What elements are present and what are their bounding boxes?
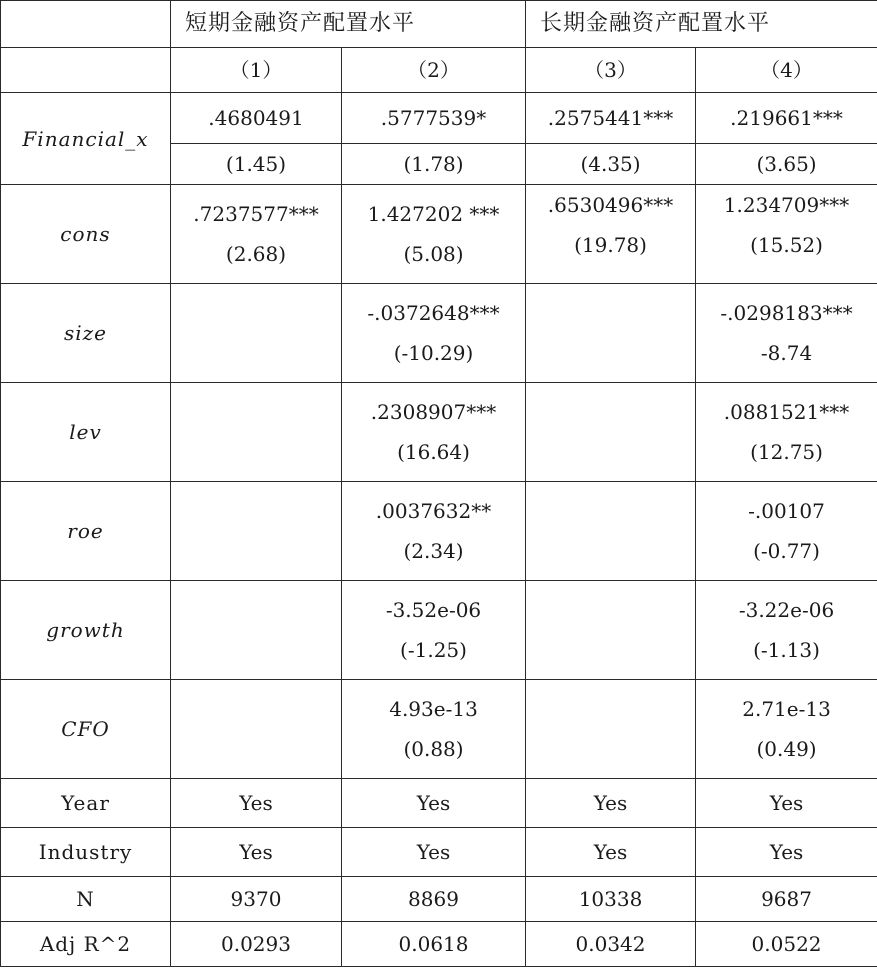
row-label-n: N	[1, 877, 171, 922]
coef-value: 1.427202 ***	[367, 202, 500, 226]
empty-cell	[526, 680, 696, 779]
coef-value: .7237577***	[193, 202, 319, 226]
growth-cell-4	[696, 581, 877, 680]
row-adj-r2	[1, 922, 877, 967]
n-cell: 9687	[696, 877, 877, 922]
coef-value: .6530496***	[547, 193, 674, 217]
growth-cell-2	[342, 581, 526, 680]
cons-cell-3	[526, 185, 696, 284]
coef-cell: .219661***	[696, 93, 877, 144]
row-industry	[1, 828, 877, 877]
cons-cell-4	[696, 185, 877, 284]
header-group-row	[1, 1, 877, 48]
row-roe	[1, 482, 877, 581]
cons-cell-2	[342, 185, 526, 284]
row-label-lev: lev	[1, 383, 171, 482]
cons-cell-1	[171, 185, 342, 284]
row-label-cfo: CFO	[1, 680, 171, 779]
empty-cell	[526, 284, 696, 383]
empty-cell	[526, 383, 696, 482]
coef-cell: .5777539*	[342, 93, 526, 144]
t-value: (-1.25)	[400, 638, 467, 662]
empty-cell	[171, 581, 342, 680]
coef-cell: .4680491	[171, 93, 342, 144]
t-value: (5.08)	[403, 242, 464, 266]
t-value: (-1.13)	[753, 638, 820, 662]
yes-cell: Yes	[526, 779, 696, 828]
col-number: （2）	[342, 48, 526, 93]
yes-cell: Yes	[342, 828, 526, 877]
row-label-cons: cons	[1, 185, 171, 284]
row-label-financial: Financial_x	[1, 93, 171, 185]
col-number: （4）	[696, 48, 877, 93]
t-value: (12.75)	[750, 440, 823, 464]
roe-cell-4	[696, 482, 877, 581]
empty-cell	[526, 581, 696, 680]
coef-value: 2.71e-13	[742, 697, 831, 721]
row-label-year: Year	[1, 779, 171, 828]
empty-cell	[526, 482, 696, 581]
row-lev	[1, 383, 877, 482]
t-value: (16.64)	[397, 440, 470, 464]
t-value: (2.34)	[403, 539, 464, 563]
row-size	[1, 284, 877, 383]
coef-value: -.0372648***	[367, 301, 500, 325]
coef-value: -.0298183***	[720, 301, 853, 325]
coef-value: 4.93e-13	[389, 697, 478, 721]
row-label-adj-r2: Adj R^2	[1, 922, 171, 967]
yes-cell: Yes	[696, 779, 877, 828]
corner-cell	[1, 1, 171, 48]
row-n	[1, 877, 877, 922]
row-label-industry: Industry	[1, 828, 171, 877]
row-financial-coef	[1, 93, 877, 144]
size-cell-4	[696, 284, 877, 383]
header-long-term: 长期金融资产配置水平	[526, 1, 877, 48]
row-year	[1, 779, 877, 828]
size-cell-2	[342, 284, 526, 383]
row-label-growth: growth	[1, 581, 171, 680]
t-cell: (4.35)	[526, 144, 696, 185]
coef-cell: .2575441***	[526, 93, 696, 144]
t-cell: (1.78)	[342, 144, 526, 185]
coef-value: .0881521***	[723, 400, 850, 424]
yes-cell: Yes	[171, 779, 342, 828]
r2-cell: 0.0522	[696, 922, 877, 967]
coef-value: 1.234709***	[723, 193, 850, 217]
t-cell: (3.65)	[696, 144, 877, 185]
t-value: (-0.77)	[753, 539, 820, 563]
empty-cell	[171, 680, 342, 779]
empty-cell	[171, 482, 342, 581]
t-value: (0.88)	[403, 737, 464, 761]
n-cell: 8869	[342, 877, 526, 922]
col-number: （3）	[526, 48, 696, 93]
r2-cell: 0.0618	[342, 922, 526, 967]
row-cfo	[1, 680, 877, 779]
header-short-term: 短期金融资产配置水平	[171, 1, 526, 48]
cfo-cell-4	[696, 680, 877, 779]
row-label-size: size	[1, 284, 171, 383]
r2-cell: 0.0342	[526, 922, 696, 967]
coef-value: -3.22e-06	[738, 598, 835, 622]
coef-value: .0037632**	[375, 499, 492, 523]
header-number-row	[1, 48, 877, 93]
coef-value: -3.52e-06	[385, 598, 482, 622]
n-cell: 9370	[171, 877, 342, 922]
empty-cell	[171, 383, 342, 482]
t-value: (0.49)	[756, 737, 817, 761]
n-cell: 10338	[526, 877, 696, 922]
t-value: (2.68)	[225, 242, 287, 266]
yes-cell: Yes	[342, 779, 526, 828]
row-growth	[1, 581, 877, 680]
yes-cell: Yes	[526, 828, 696, 877]
t-cell: (1.45)	[171, 144, 342, 185]
r2-cell: 0.0293	[171, 922, 342, 967]
t-value: (15.52)	[750, 233, 823, 257]
roe-cell-2	[342, 482, 526, 581]
lev-cell-2	[342, 383, 526, 482]
t-value: -8.74	[760, 341, 813, 365]
yes-cell: Yes	[696, 828, 877, 877]
cfo-cell-2	[342, 680, 526, 779]
corner-cell-2	[1, 48, 171, 93]
row-cons	[1, 185, 877, 284]
col-number: （1）	[171, 48, 342, 93]
row-label-roe: roe	[1, 482, 171, 581]
t-value: (19.78)	[574, 233, 647, 257]
yes-cell: Yes	[171, 828, 342, 877]
t-value: (-10.29)	[393, 341, 474, 365]
coef-value: .2308907***	[370, 400, 497, 424]
lev-cell-4	[696, 383, 877, 482]
coef-value: -.00107	[748, 499, 825, 523]
empty-cell	[171, 284, 342, 383]
